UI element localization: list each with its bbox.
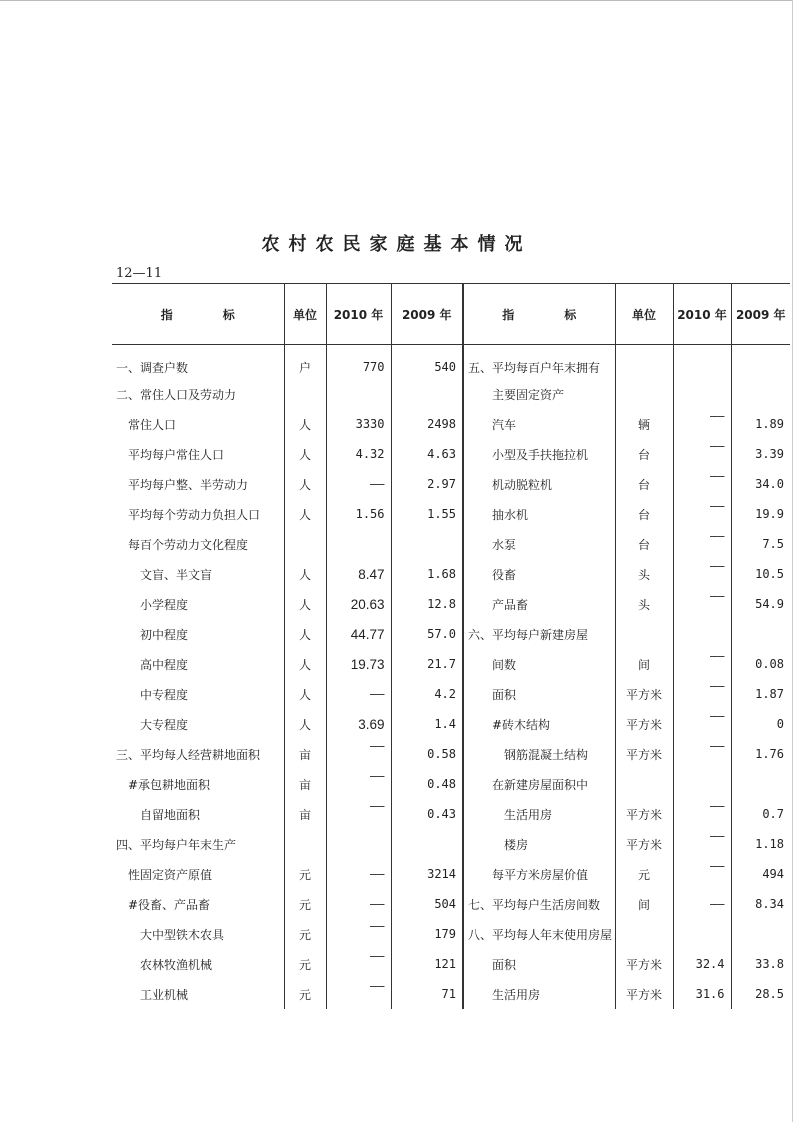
row-indicator: 间数 — [463, 649, 615, 679]
row-value-2010 — [673, 709, 731, 739]
row-value-2009: 0.58 — [391, 739, 463, 769]
row-value-2010 — [673, 769, 731, 799]
row-value-2009 — [731, 619, 790, 649]
row-unit: 人 — [284, 469, 326, 499]
table-row — [112, 799, 790, 829]
value-2010: —— — [370, 799, 385, 813]
row-value-2009: 1.76 — [731, 739, 790, 769]
row-value-2009: 179 — [391, 919, 463, 949]
row-indicator: 工业机械 — [140, 987, 189, 1002]
row-indicator: 楼房 — [463, 829, 615, 859]
row-unit: 平方米 — [615, 949, 673, 979]
row-unit: 人 — [284, 439, 326, 469]
header-row — [112, 284, 790, 345]
row-indicator: #砖木结构 — [463, 709, 615, 739]
table-code: 12—11 — [116, 266, 163, 281]
row-indicator: 在新建房屋面积中 — [463, 769, 615, 799]
header-2009-left: 2009 年 — [391, 284, 463, 345]
row-value-2010 — [673, 469, 731, 499]
row-value-2010 — [326, 529, 391, 559]
table-row — [112, 379, 790, 409]
row-value-2010 — [326, 949, 391, 979]
row-indicator: 二、常住人口及劳动力 — [116, 387, 237, 402]
value-2010: 770 — [362, 360, 385, 374]
row-unit: 台 — [615, 469, 673, 499]
row-indicator: 高中程度 — [140, 657, 189, 672]
row-unit: 人 — [284, 679, 326, 709]
row-indicator: 产品畜 — [463, 589, 615, 619]
table-row — [112, 559, 790, 589]
value-2010: 3.69 — [358, 716, 385, 732]
table-row — [112, 829, 790, 859]
row-unit: 间 — [615, 889, 673, 919]
value-2010: 1.56 — [355, 507, 385, 521]
header-indicator-left — [112, 284, 284, 345]
row-value-2009: 4.2 — [391, 679, 463, 709]
row-value-2010 — [326, 769, 391, 799]
row-value-2009: 7.5 — [731, 529, 790, 559]
row-indicator: 抽水机 — [463, 499, 615, 529]
row-indicator: 一、调查户数 — [116, 360, 189, 375]
row-indicator: 主要固定资产 — [463, 379, 615, 409]
value-2010: —— — [370, 897, 385, 911]
row-unit: 平方米 — [615, 739, 673, 769]
row-indicator: 面积 — [463, 949, 615, 979]
row-value-2010 — [673, 799, 731, 829]
row-indicator: 三、平均每人经营耕地面积 — [116, 747, 261, 762]
row-value-2010 — [673, 889, 731, 919]
row-unit: 人 — [284, 619, 326, 649]
row-value-2009: 540 — [391, 345, 463, 380]
row-value-2009: 1.68 — [391, 559, 463, 589]
row-indicator: 汽车 — [463, 409, 615, 439]
row-indicator: 水泵 — [463, 529, 615, 559]
row-value-2010 — [326, 559, 391, 589]
row-value-2010 — [673, 619, 731, 649]
row-value-2010 — [326, 829, 391, 859]
header-indicator-char-b: 标 — [564, 307, 577, 322]
row-value-2010 — [673, 559, 731, 589]
value-2010: —— — [370, 769, 385, 783]
row-value-2010 — [673, 345, 731, 380]
header-indicator-char-a: 指 — [502, 307, 515, 322]
row-value-2010 — [673, 739, 731, 769]
row-indicator: 平均每户整、半劳动力 — [128, 477, 249, 492]
row-value-2009: 4.63 — [391, 439, 463, 469]
value-2010: —— — [710, 859, 725, 873]
header-indicator-char-b: 标 — [222, 307, 235, 322]
row-unit: 亩 — [284, 739, 326, 769]
row-indicator: 每百个劳动力文化程度 — [128, 537, 249, 552]
header-indicator-char-a: 指 — [160, 307, 173, 322]
row-value-2009: 57.0 — [391, 619, 463, 649]
table-row — [112, 345, 790, 380]
value-2010: —— — [710, 739, 725, 753]
value-2010: —— — [370, 949, 385, 963]
row-value-2010 — [673, 859, 731, 889]
value-2010: —— — [710, 649, 725, 663]
table-row — [112, 619, 790, 649]
row-value-2009 — [391, 529, 463, 559]
table-row — [112, 439, 790, 469]
row-value-2009: 121 — [391, 949, 463, 979]
header-2009-right: 2009 年 — [731, 284, 790, 345]
row-value-2010 — [673, 439, 731, 469]
row-indicator: #役畜、产品畜 — [128, 897, 211, 912]
row-unit — [284, 379, 326, 409]
table-row — [112, 499, 790, 529]
row-indicator: 面积 — [463, 679, 615, 709]
row-value-2010 — [326, 499, 391, 529]
row-value-2009: 494 — [731, 859, 790, 889]
row-value-2010 — [673, 529, 731, 559]
row-value-2009: 1.4 — [391, 709, 463, 739]
row-value-2009: 1.55 — [391, 499, 463, 529]
value-2010: 8.47 — [358, 566, 385, 582]
row-unit: 平方米 — [615, 829, 673, 859]
table-row — [112, 979, 790, 1009]
row-value-2009: 8.34 — [731, 889, 790, 919]
row-value-2009 — [731, 379, 790, 409]
value-2010: —— — [370, 739, 385, 753]
row-unit — [284, 529, 326, 559]
row-value-2009 — [391, 829, 463, 859]
row-value-2010 — [326, 889, 391, 919]
table-row — [112, 469, 790, 499]
row-value-2010 — [326, 919, 391, 949]
row-indicator: 初中程度 — [140, 627, 189, 642]
table-row — [112, 649, 790, 679]
row-value-2009: 12.8 — [391, 589, 463, 619]
row-value-2009: 19.9 — [731, 499, 790, 529]
stats-table — [112, 283, 790, 1009]
row-unit: 台 — [615, 499, 673, 529]
row-indicator: 八、平均每人年末使用房屋 — [463, 919, 615, 949]
row-unit: 元 — [284, 919, 326, 949]
row-value-2009: 0.7 — [731, 799, 790, 829]
header-2010-right: 2010 年 — [673, 284, 731, 345]
row-value-2010 — [326, 979, 391, 1009]
row-indicator: 四、平均每户年末生产 — [116, 837, 237, 852]
table-row — [112, 889, 790, 919]
value-2010: —— — [370, 919, 385, 933]
row-value-2010 — [326, 469, 391, 499]
row-unit: 头 — [615, 589, 673, 619]
row-value-2009: 1.18 — [731, 829, 790, 859]
table-row — [112, 949, 790, 979]
row-unit — [615, 769, 673, 799]
row-value-2009: 33.8 — [731, 949, 790, 979]
row-indicator: 小型及手扶拖拉机 — [463, 439, 615, 469]
value-2010: 44.77 — [350, 626, 385, 642]
row-value-2010 — [326, 859, 391, 889]
row-value-2010 — [326, 799, 391, 829]
row-indicator: 农林牧渔机械 — [140, 957, 213, 972]
row-unit: 头 — [615, 559, 673, 589]
value-2010: 4.32 — [355, 447, 385, 461]
row-value-2009: 2.97 — [391, 469, 463, 499]
row-value-2009: 1.87 — [731, 679, 790, 709]
row-value-2009: 71 — [391, 979, 463, 1009]
row-indicator: 钢筋混凝土结构 — [463, 739, 615, 769]
row-value-2010 — [673, 589, 731, 619]
value-2010: —— — [370, 867, 385, 881]
value-2010: —— — [710, 829, 725, 843]
row-value-2010 — [673, 919, 731, 949]
row-value-2010 — [326, 379, 391, 409]
row-value-2010 — [326, 409, 391, 439]
row-indicator: 性固定资产原值 — [128, 867, 213, 882]
row-unit: 平方米 — [615, 799, 673, 829]
row-value-2009: 34.0 — [731, 469, 790, 499]
value-2010: 20.63 — [350, 596, 385, 612]
row-unit: 平方米 — [615, 709, 673, 739]
row-unit: 间 — [615, 649, 673, 679]
row-unit: 户 — [284, 345, 326, 380]
value-2010: —— — [370, 477, 385, 491]
row-value-2010 — [673, 979, 731, 1009]
row-value-2009: 3214 — [391, 859, 463, 889]
row-unit: 人 — [284, 649, 326, 679]
row-value-2010 — [326, 709, 391, 739]
row-indicator: 文盲、半文盲 — [140, 567, 213, 582]
row-unit — [615, 919, 673, 949]
row-value-2010 — [673, 409, 731, 439]
row-value-2009: 10.5 — [731, 559, 790, 589]
row-value-2010 — [326, 649, 391, 679]
row-value-2009: 28.5 — [731, 979, 790, 1009]
row-value-2010 — [326, 439, 391, 469]
value-2010: —— — [710, 439, 725, 453]
row-value-2010 — [326, 739, 391, 769]
value-2010: —— — [710, 589, 725, 603]
row-value-2010 — [673, 379, 731, 409]
value-2010: —— — [710, 469, 725, 483]
row-value-2010 — [326, 345, 391, 380]
row-indicator: 大中型铁木农具 — [140, 927, 225, 942]
row-unit: 人 — [284, 709, 326, 739]
row-value-2009: 2498 — [391, 409, 463, 439]
row-unit: 元 — [284, 949, 326, 979]
row-indicator: 平均每个劳动力负担人口 — [128, 507, 261, 522]
row-value-2010 — [326, 679, 391, 709]
value-2010: —— — [710, 529, 725, 543]
row-unit: 平方米 — [615, 679, 673, 709]
row-value-2009: 21.7 — [391, 649, 463, 679]
row-value-2009: 0.43 — [391, 799, 463, 829]
row-value-2009: 54.9 — [731, 589, 790, 619]
value-2010: —— — [710, 679, 725, 693]
table-row — [112, 739, 790, 769]
row-unit: 辆 — [615, 409, 673, 439]
table-row — [112, 529, 790, 559]
row-value-2010 — [673, 499, 731, 529]
row-indicator: 六、平均每户新建房屋 — [463, 619, 615, 649]
row-indicator: 自留地面积 — [140, 807, 201, 822]
row-unit: 人 — [284, 409, 326, 439]
table-row — [112, 679, 790, 709]
row-value-2009 — [731, 769, 790, 799]
row-unit: 元 — [284, 889, 326, 919]
row-unit — [615, 619, 673, 649]
row-indicator: 中专程度 — [140, 687, 189, 702]
row-value-2009: 0.08 — [731, 649, 790, 679]
row-indicator: 每平方米房屋价值 — [463, 859, 615, 889]
value-2010: —— — [710, 709, 725, 723]
row-value-2009 — [731, 919, 790, 949]
row-value-2010 — [673, 829, 731, 859]
header-2010-left: 2010 年 — [326, 284, 391, 345]
row-value-2009: 0 — [731, 709, 790, 739]
table-row — [112, 859, 790, 889]
row-indicator: 生活用房 — [463, 799, 615, 829]
row-unit — [615, 345, 673, 380]
value-2010: 19.73 — [350, 656, 385, 672]
table-row — [112, 769, 790, 799]
row-value-2010 — [673, 679, 731, 709]
row-unit: 亩 — [284, 769, 326, 799]
row-indicator: 机动脱粒机 — [463, 469, 615, 499]
row-indicator: 常住人口 — [128, 417, 177, 432]
row-unit: 元 — [615, 859, 673, 889]
row-value-2009: 1.89 — [731, 409, 790, 439]
row-value-2010 — [326, 589, 391, 619]
row-unit: 元 — [284, 859, 326, 889]
row-unit: 人 — [284, 589, 326, 619]
row-unit: 人 — [284, 499, 326, 529]
value-2010: 3330 — [355, 417, 385, 431]
value-2010: 31.6 — [695, 987, 725, 1001]
value-2010: —— — [370, 979, 385, 993]
value-2010: —— — [710, 559, 725, 573]
row-value-2009: 3.39 — [731, 439, 790, 469]
row-value-2009: 504 — [391, 889, 463, 919]
row-unit — [284, 829, 326, 859]
row-value-2010 — [326, 619, 391, 649]
row-value-2010 — [673, 949, 731, 979]
row-indicator: 生活用房 — [463, 979, 615, 1009]
value-2010: —— — [710, 799, 725, 813]
value-2010: —— — [710, 409, 725, 423]
row-indicator: 小学程度 — [140, 597, 189, 612]
row-unit: 台 — [615, 529, 673, 559]
row-value-2009 — [391, 379, 463, 409]
table-row — [112, 589, 790, 619]
header-indicator-right — [463, 284, 615, 345]
row-indicator: 役畜 — [463, 559, 615, 589]
row-indicator: 七、平均每户生活房间数 — [463, 889, 615, 919]
row-unit — [615, 379, 673, 409]
page-title: 农村农民家庭基本情况 — [261, 234, 532, 255]
table-row — [112, 919, 790, 949]
row-unit: 人 — [284, 559, 326, 589]
row-value-2009 — [731, 345, 790, 380]
value-2010: 32.4 — [695, 957, 725, 971]
row-value-2010 — [673, 649, 731, 679]
row-unit: 亩 — [284, 799, 326, 829]
row-indicator: 大专程度 — [140, 717, 189, 732]
row-unit: 平方米 — [615, 979, 673, 1009]
value-2010: —— — [710, 897, 725, 911]
row-value-2009: 0.48 — [391, 769, 463, 799]
value-2010: —— — [370, 687, 385, 701]
row-indicator: #承包耕地面积 — [128, 777, 211, 792]
header-unit-right: 单位 — [615, 284, 673, 345]
page-edge-top — [0, 0, 793, 1]
row-unit: 台 — [615, 439, 673, 469]
row-indicator: 五、平均每百户年末拥有 — [463, 345, 615, 380]
row-unit: 元 — [284, 979, 326, 1009]
value-2010: —— — [710, 499, 725, 513]
header-unit-left: 单位 — [284, 284, 326, 345]
table-row — [112, 409, 790, 439]
table-row — [112, 709, 790, 739]
row-indicator: 平均每户常住人口 — [128, 447, 225, 462]
